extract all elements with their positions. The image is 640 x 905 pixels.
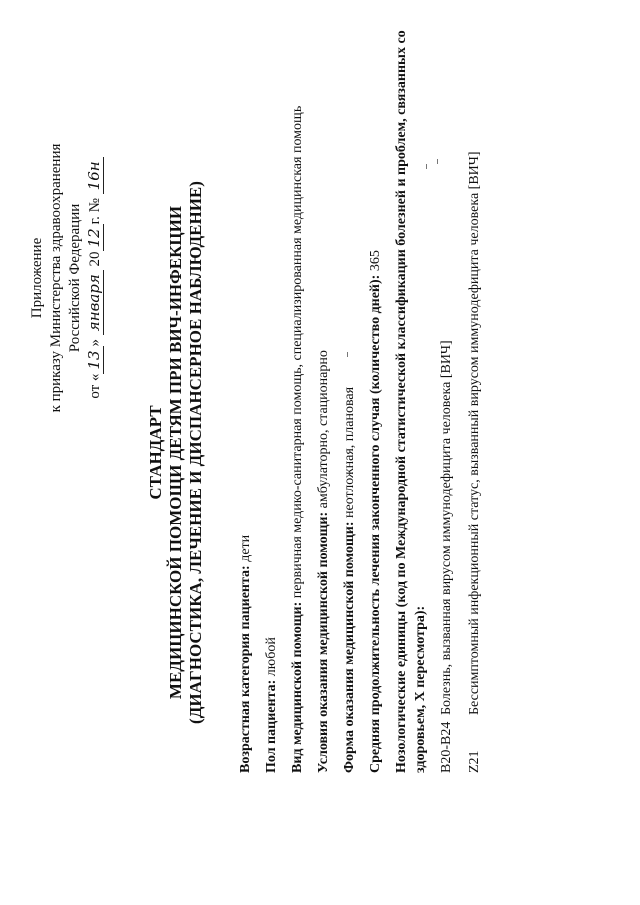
diagnosis-row	[437, 28, 456, 773]
handwritten-day: 13	[85, 346, 104, 373]
title-line-1: СТАНДАРТ	[146, 405, 165, 500]
appendix-order-line: к приказу Министерства здравоохранения	[48, 143, 64, 413]
appendix-block	[28, 108, 105, 448]
handwritten-order-number: 16н	[85, 157, 104, 194]
field-care-type: Вид медицинской помощи: первичная медико-санитарная помощь, специализированная медицинская помощь	[290, 105, 305, 773]
field-nosology: Нозологические единицы (код по Международной статистической классификации болезней и проблем, связанных со здоровьем, X пересмотра):	[394, 30, 428, 773]
diagnosis-row	[465, 28, 484, 773]
field-sex: Пол пациента: любой	[264, 637, 279, 773]
diagnosis-name: Болезнь, вызванная вирусом иммунодефицита человека [ВИЧ]	[439, 340, 454, 715]
scan-speck	[437, 159, 438, 164]
document-body	[236, 28, 493, 773]
scan-speck	[426, 164, 427, 169]
handwritten-month: января	[85, 270, 104, 335]
diagnosis-code: B20-B24	[439, 721, 454, 773]
title-line-3: (ДИАГНОСТИКА, ЛЕЧЕНИЕ И ДИСПАНСЕРНОЕ НАБЛЮДЕНИЕ)	[186, 181, 205, 724]
title-line-2: МЕДИЦИНСКОЙ ПОМОЩИ ДЕТЯМ ПРИ ВИЧ-ИНФЕКЦИИ	[166, 205, 185, 700]
scan-speck	[347, 352, 348, 357]
appendix-country-line: Российской Федерации	[67, 203, 83, 353]
handwritten-year: 12	[85, 224, 104, 251]
diagnosis-code: Z21	[467, 750, 482, 773]
appendix-date-line: от «13» января 2012г. № 16н	[85, 108, 105, 448]
field-form: Форма оказания медицинской помощи: неотложная, плановая	[342, 386, 357, 773]
appendix-title: Приложение	[29, 237, 45, 319]
field-duration: Средняя продолжительность лечения законченного случая (количество дней): 365	[368, 250, 383, 773]
field-age: Возрастная категория пациента: дети	[238, 534, 253, 773]
document-title	[146, 0, 206, 905]
diagnosis-name: Бессимптомный инфекционный статус, вызванный вирусом иммунодефицита человека [ВИЧ]	[467, 151, 482, 715]
field-conditions: Условия оказания медицинской помощи: амбулаторно, стационарно	[316, 350, 331, 773]
